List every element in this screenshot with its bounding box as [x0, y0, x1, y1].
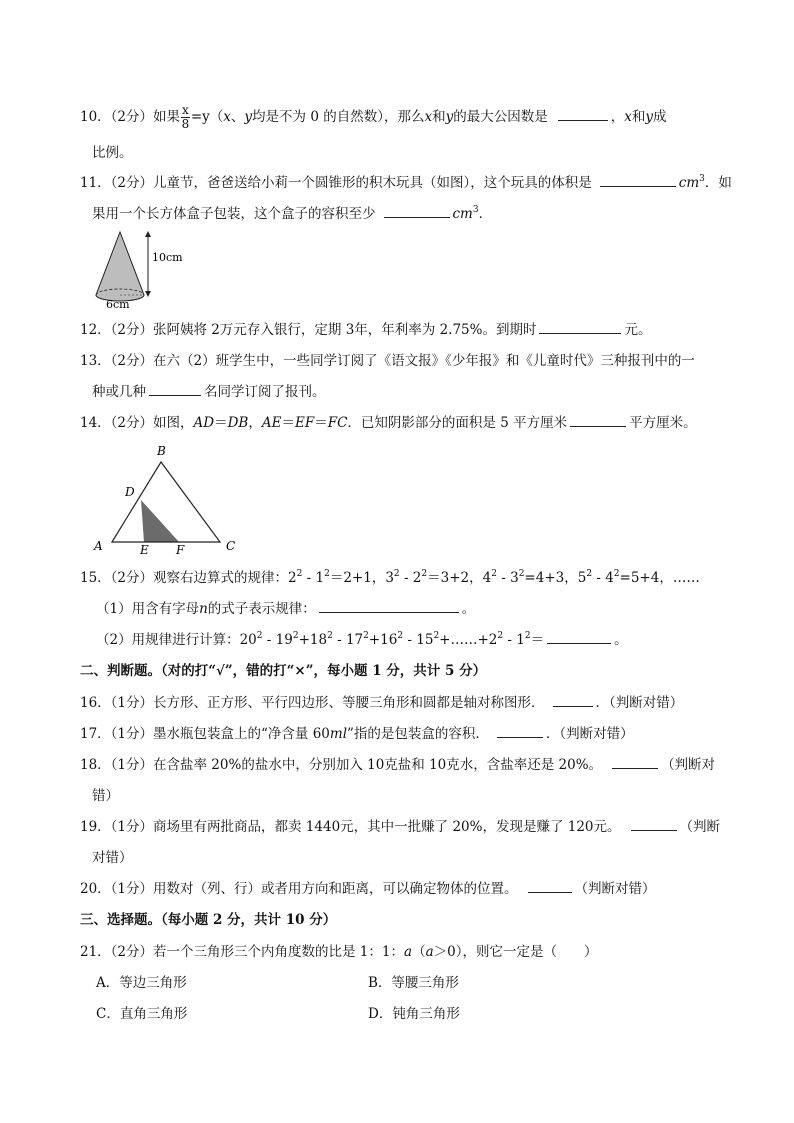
label-d: D [125, 485, 135, 499]
segment: EF [294, 415, 315, 431]
label-b: B [157, 444, 166, 458]
section-heading-judgement: 二、判断题。（对的打“√”，错的打“×”，每小题 1 分，共计 5 分） [80, 663, 487, 679]
expr: =5+4，…… [619, 570, 700, 586]
expr: ＝2+1，3 [329, 570, 394, 586]
q15-sub2 [96, 630, 628, 650]
answer-blank[interactable] [631, 817, 677, 831]
q21-option-b[interactable]: B．等腰三角形 [368, 975, 459, 991]
q19-line1 [80, 817, 720, 837]
exponent: 2 [491, 569, 497, 579]
q12-line [80, 320, 651, 340]
label-a: A [94, 539, 103, 553]
answer-blank[interactable] [570, 413, 626, 427]
section-heading-choice: 三、选择题。（每小题 2 分，共计 10 分） [80, 912, 337, 928]
q21-line [80, 942, 597, 962]
answer-blank[interactable] [558, 107, 608, 121]
fraction-denominator: 8 [181, 117, 190, 131]
q21-option-a[interactable]: A．等边三角形 [96, 975, 187, 991]
q16-line [80, 693, 683, 713]
var-x: x [424, 109, 433, 125]
q10-text: ， [610, 109, 625, 125]
q19-line2: 对错） [92, 850, 133, 866]
var-a: a [425, 944, 434, 960]
q21-text: ＞0），则它一定是（ ） [433, 944, 598, 960]
answer-blank[interactable] [600, 173, 676, 187]
q18-line2: 错） [92, 788, 119, 804]
triangle-figure [88, 440, 248, 556]
q19-text: 19．（1分）商场里有两批商品，都卖 1440元，其中一批赚了 20%，发现是赚了 120元。 [80, 819, 621, 835]
exponent: 2 [433, 631, 440, 641]
q13-line1: 13．（2分）在六（2）班学生中，一些同学订阅了《语文报》《少年报》和《儿童时代》三种报刊中的一 [80, 353, 695, 369]
var-n: n [199, 601, 208, 617]
q14-text: ＝ [314, 415, 328, 431]
q18-line1 [80, 755, 715, 775]
answer-blank[interactable] [319, 599, 459, 613]
expr: =4+3，5 [524, 570, 587, 586]
q15-text: 15．（2分）观察右边算式的规律： [80, 570, 289, 586]
segment: AD [193, 415, 215, 431]
answer-blank[interactable] [539, 320, 621, 334]
q11-text: 果用一个长方体盒子包装，这个盒子的容积至少 [92, 206, 376, 222]
expr: +16 [368, 632, 398, 648]
exponent: 2 [421, 569, 428, 579]
q14-text: 平方厘米。 [629, 415, 697, 431]
fraction-numerator: x [182, 103, 189, 117]
var-y: y [244, 109, 253, 125]
expr: ＝3+2，4 [427, 570, 492, 586]
q16-text: ．（判断对错） [595, 695, 684, 711]
expr: - 1 [503, 632, 525, 648]
q10-line2: 比例。 [92, 145, 133, 161]
q16-text: 16．（1分）长方形、正方形、平行四边形、等腰三角形和圆都是轴对称图形． [80, 695, 545, 711]
q10-fraction [181, 104, 190, 131]
q21-option-c[interactable]: C．直角三角形 [96, 1006, 188, 1022]
expr: - 2 [399, 570, 422, 586]
q12-text: 12．（2分）张阿姨将 2万元存入银行，定期 3年，年利率为 2.75%。到期时 [80, 322, 537, 338]
q12-text: 元。 [624, 322, 652, 338]
q10-text: 的最大公因数是 [453, 109, 548, 125]
q10-number: 10．（2分）如果 [80, 109, 181, 125]
expr: - 1 [302, 570, 325, 586]
arrow-head-down [145, 291, 151, 297]
answer-blank[interactable] [384, 204, 450, 218]
expr: - 4 [592, 570, 614, 586]
q14-text: 14．（2分）如图， [80, 415, 194, 431]
exponent: 2 [296, 569, 303, 579]
base-label: 6cm [106, 298, 130, 311]
q17-text: ．（判断对错） [545, 726, 634, 742]
exponent: 2 [524, 631, 531, 641]
segment: AE [261, 415, 282, 431]
arrow-head-up [145, 231, 151, 237]
var-a: a [404, 944, 413, 960]
var-x: x [624, 109, 632, 125]
q15-text: （2）用规律进行计算：20 [96, 632, 257, 648]
q11-text: ．如 [704, 175, 732, 191]
exponent: 2 [497, 631, 504, 641]
q17-text: ”指的是包装盒的容积． [347, 726, 489, 742]
q15-text: 。 [614, 632, 628, 648]
expr: - 3 [496, 570, 519, 586]
segment: FC [327, 415, 348, 431]
q15-text: 的式子表示规律： [207, 601, 316, 617]
unit: ml [329, 726, 348, 742]
q18-text: 18．（1分）在含盐率 20%的盐水中，分别加入 10克盐和 10克水，含盐率还是 20%。 [80, 757, 603, 773]
exponent: 3 [699, 174, 705, 184]
expr: - 19 [262, 632, 293, 648]
answer-blank[interactable] [497, 724, 543, 738]
expr: - 15 [403, 632, 434, 648]
exponent: 2 [397, 631, 404, 641]
exponent: 2 [256, 631, 263, 641]
q10-sep: 、 [230, 109, 245, 125]
label-e: E [140, 543, 149, 556]
q20-line [80, 879, 656, 899]
q10-text: 成 [652, 109, 667, 125]
q17-text: 17．（1分）墨水瓶包装盒上的“净含量 60 [80, 726, 330, 742]
q20-text: （判断对错） [574, 881, 656, 897]
q10-text: 和 [631, 109, 646, 125]
label-c: C [226, 539, 236, 553]
q14-text: ＝ [214, 415, 228, 431]
var-y: y [645, 109, 653, 125]
q10-text: 均是不为 0 的自然数），那么 [252, 109, 425, 125]
answer-blank[interactable] [547, 630, 611, 644]
exponent: 3 [472, 205, 479, 215]
q15-line1 [80, 568, 700, 588]
cone-figure [88, 228, 198, 312]
q11-text: 11．（2分）儿童节，爸爸送给小莉一个圆锥形的积木玩具（如图），这个玩具的体积是 [80, 175, 592, 191]
height-label: 10cm [152, 251, 183, 264]
expr: 2 [288, 570, 297, 586]
q17-line [80, 724, 634, 744]
exponent: 2 [393, 569, 400, 579]
exponent: 2 [586, 569, 593, 579]
q13-text: 名同学订阅了报刊。 [204, 384, 326, 400]
answer-blank[interactable] [149, 382, 201, 396]
q14-text: ， [248, 415, 262, 431]
var-x: x [223, 109, 231, 125]
q10-text: =y（ [190, 109, 224, 125]
answer-blank[interactable] [528, 879, 572, 893]
q14-text: ．已知阴影部分的面积是 5 平方厘米 [347, 415, 568, 431]
answer-blank[interactable] [612, 755, 658, 769]
q21-text: 21．（2分）若一个三角形三个内角度数的比是 1：1： [80, 944, 404, 960]
expr: - 17 [332, 632, 364, 648]
exponent: 2 [363, 631, 369, 641]
exponent: 2 [327, 631, 333, 641]
var-y: y [445, 109, 454, 125]
q15-text: （1）用含有字母 [96, 601, 200, 617]
q10-text: 和 [432, 109, 446, 125]
segment: DB [227, 415, 249, 431]
expr: ＝ [530, 632, 545, 648]
q11-line1 [80, 173, 732, 193]
expr: +18 [298, 632, 328, 648]
q14-text: ＝ [281, 415, 295, 431]
q15-text: 。 [461, 601, 476, 617]
q19-text: （判断 [679, 819, 721, 835]
exponent: 2 [292, 631, 299, 641]
q15-sub1 [96, 599, 475, 619]
q18-text: （判断对 [661, 757, 716, 773]
q11-text: ． [478, 206, 493, 222]
q13-text: 种或几种 [92, 384, 146, 400]
q21-option-d[interactable]: D．钝角三角形 [368, 1006, 460, 1022]
q20-text: 20．（1分）用数对（列、行）或者用方向和距离，可以确定物体的位置。 [80, 881, 518, 897]
exponent: 2 [324, 569, 330, 579]
unit: cm [678, 175, 700, 191]
q14-line [80, 413, 697, 433]
unit: cm [452, 206, 473, 222]
q21-text: （ [412, 944, 426, 960]
exponent: 2 [613, 569, 620, 579]
answer-blank[interactable] [553, 693, 593, 707]
shaded-region [141, 500, 179, 542]
q11-line2 [92, 204, 492, 224]
expr: +……+2 [439, 632, 498, 648]
q13-line2 [92, 382, 326, 402]
label-f: F [176, 543, 185, 556]
q10-line1 [80, 104, 666, 131]
exponent: 2 [518, 569, 525, 579]
